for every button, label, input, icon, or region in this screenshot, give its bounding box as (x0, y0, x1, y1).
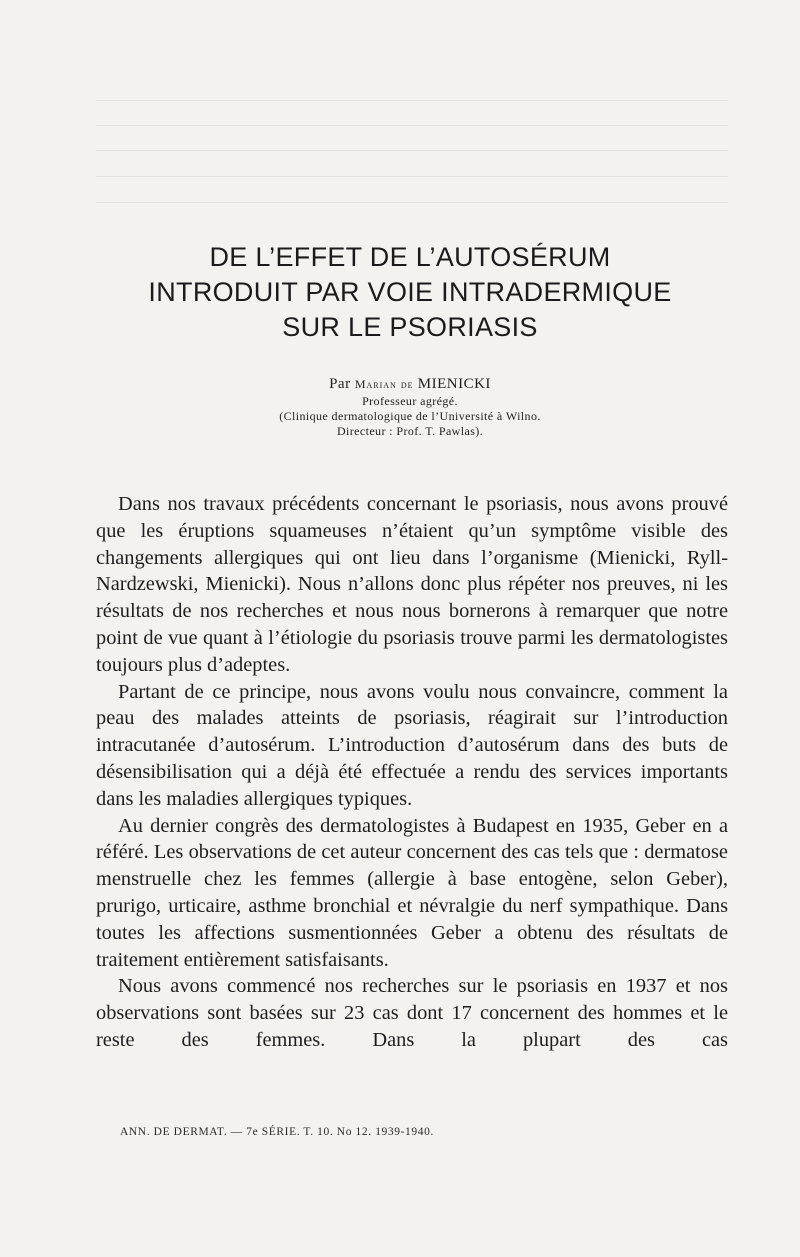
affiliation-line: Professeur agrégé. (362, 394, 458, 408)
body-paragraph: Au dernier congrès des dermatologistes à Budapest en 1935, Geber en a référé. Les observations de cet auteur concernent des cas tels que : dermatose menstruelle chez les femmes (allergie à base entogène, selon Geber), prurigo, urticaire, asthme bronchial et névralgie du nerf sympathique. Dans toutes les affections susmentionnées Geber a obtenu des résultats de traitement entièrement satisfaisants. (96, 814, 728, 971)
title-line: INTRODUIT PAR VOIE INTRADERMIQUE (148, 277, 672, 307)
affiliation-line: Directeur : Prof. T. Pawlas). (336, 424, 484, 438)
title-line: DE L’EFFET DE L’AUTOSÉRUM (209, 242, 611, 272)
show-through-line (96, 150, 728, 151)
author-block (200, 374, 620, 439)
author-given-name: Marian de (354, 377, 414, 391)
show-through-line (96, 100, 728, 101)
show-through-line (96, 202, 728, 203)
body-paragraph: Nous avons commencé nos recherches sur le psoriasis en 1937 et nos observations sont basées sur 23 cas dont 17 concernent des hommes et le reste des femmes. Dans la plupart des cas (96, 975, 728, 1051)
body-paragraph: Dans nos travaux précédents concernant le psoriasis, nous avons prouvé que les éruptions squameuses n’étaient qu’un symptôme visible des changements allergiques qui ont lieu dans l’organisme (Mienicki, Ryll-Nardzewski, Mienicki). Nous n’allons donc plus répéter nos preuves, ni les résultats de nos recherches et nous nous bornerons à remarquer que notre point de vue quant à l’étiologie du psoriasis trouve parmi les dermatologistes toujours plus d’adeptes. (96, 493, 728, 676)
body-paragraph: Partant de ce principe, nous avons voulu nous convaincre, comment la peau des malades atteints de psoriasis, réagirait sur l’introduction intracutanée d’autosérum. L’introduction d’autosérum dans des buts de désensibilisation qui a déjà été effectuée a rendu des services importants dans les maladies allergiques typiques. (96, 680, 728, 810)
affiliation-line: (Clinique dermatologique de l’Université à Wilno. (279, 409, 541, 423)
show-through-line (96, 125, 728, 126)
show-through-line (96, 176, 728, 177)
author-prefix: Par (329, 376, 351, 392)
journal-footer: ANN. DE DERMAT. — 7e SÉRIE. T. 10. No 12. 1939-1940. (120, 1126, 434, 1138)
article-body (96, 491, 728, 1054)
author-surname: MIENICKI (417, 376, 491, 392)
article-title (100, 240, 720, 345)
author-line (200, 374, 620, 394)
title-line: SUR LE PSORIASIS (282, 312, 538, 342)
